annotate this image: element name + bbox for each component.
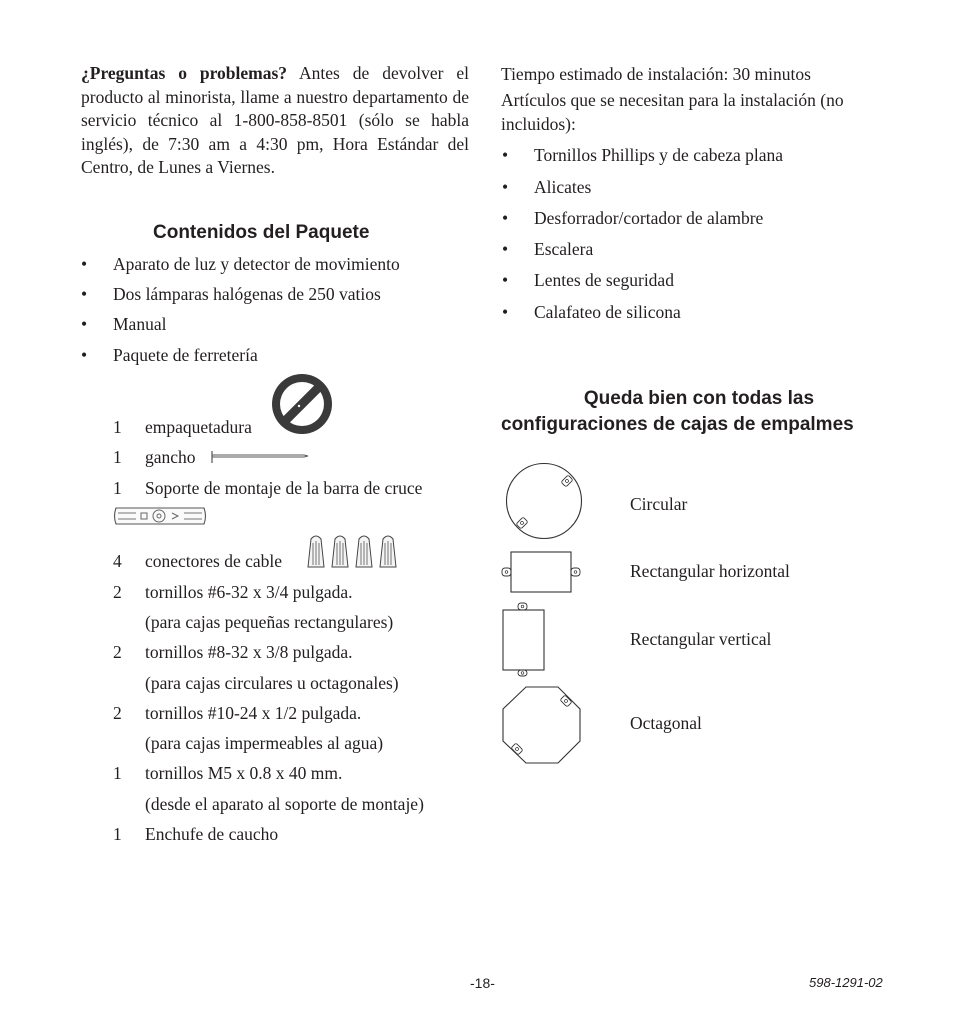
hook-icon xyxy=(210,449,310,465)
gasket-icon xyxy=(271,373,333,435)
box-label-horizontal: Rectangular horizontal xyxy=(630,561,790,581)
boxes-heading: Queda bien con todas las configuraciones de cajas de empalmes xyxy=(501,388,854,435)
wire-connector-icon xyxy=(305,533,405,569)
intro-body: Antes de devolver el producto al minorista, llame a nuestro departamento de servicio técnico al 1-800-858-8501 (sólo se habla inglés), de 7:30 am a 4:30 pm, Hora Estándar del Centro, de Lunes a Viernes. xyxy=(81,63,470,178)
install-needed-line2: incluidos): xyxy=(501,114,576,134)
box-label-octagonal: Octagonal xyxy=(630,713,702,733)
install-needed-line1: Artículos que se necesitan para la instalación (no xyxy=(501,90,844,110)
box-label-circular: Circular xyxy=(630,494,688,514)
vertical-box-icon xyxy=(500,602,548,676)
intro-paragraph xyxy=(81,62,469,180)
horizontal-box-icon xyxy=(500,550,582,594)
contents-heading: Contenidos del Paquete xyxy=(153,222,370,243)
box-label-vertical: Rectangular vertical xyxy=(630,629,772,649)
document-code: 598-1291-02 xyxy=(809,975,883,990)
install-time: Tiempo estimado de instalación: 30 minutos xyxy=(501,64,811,84)
page-number: -18- xyxy=(470,975,495,991)
crossbar-bracket-icon xyxy=(112,505,208,527)
intro-lead: ¿Preguntas o problemas? xyxy=(81,63,288,83)
circular-box-icon xyxy=(505,462,585,542)
octagonal-box-icon xyxy=(502,686,582,766)
